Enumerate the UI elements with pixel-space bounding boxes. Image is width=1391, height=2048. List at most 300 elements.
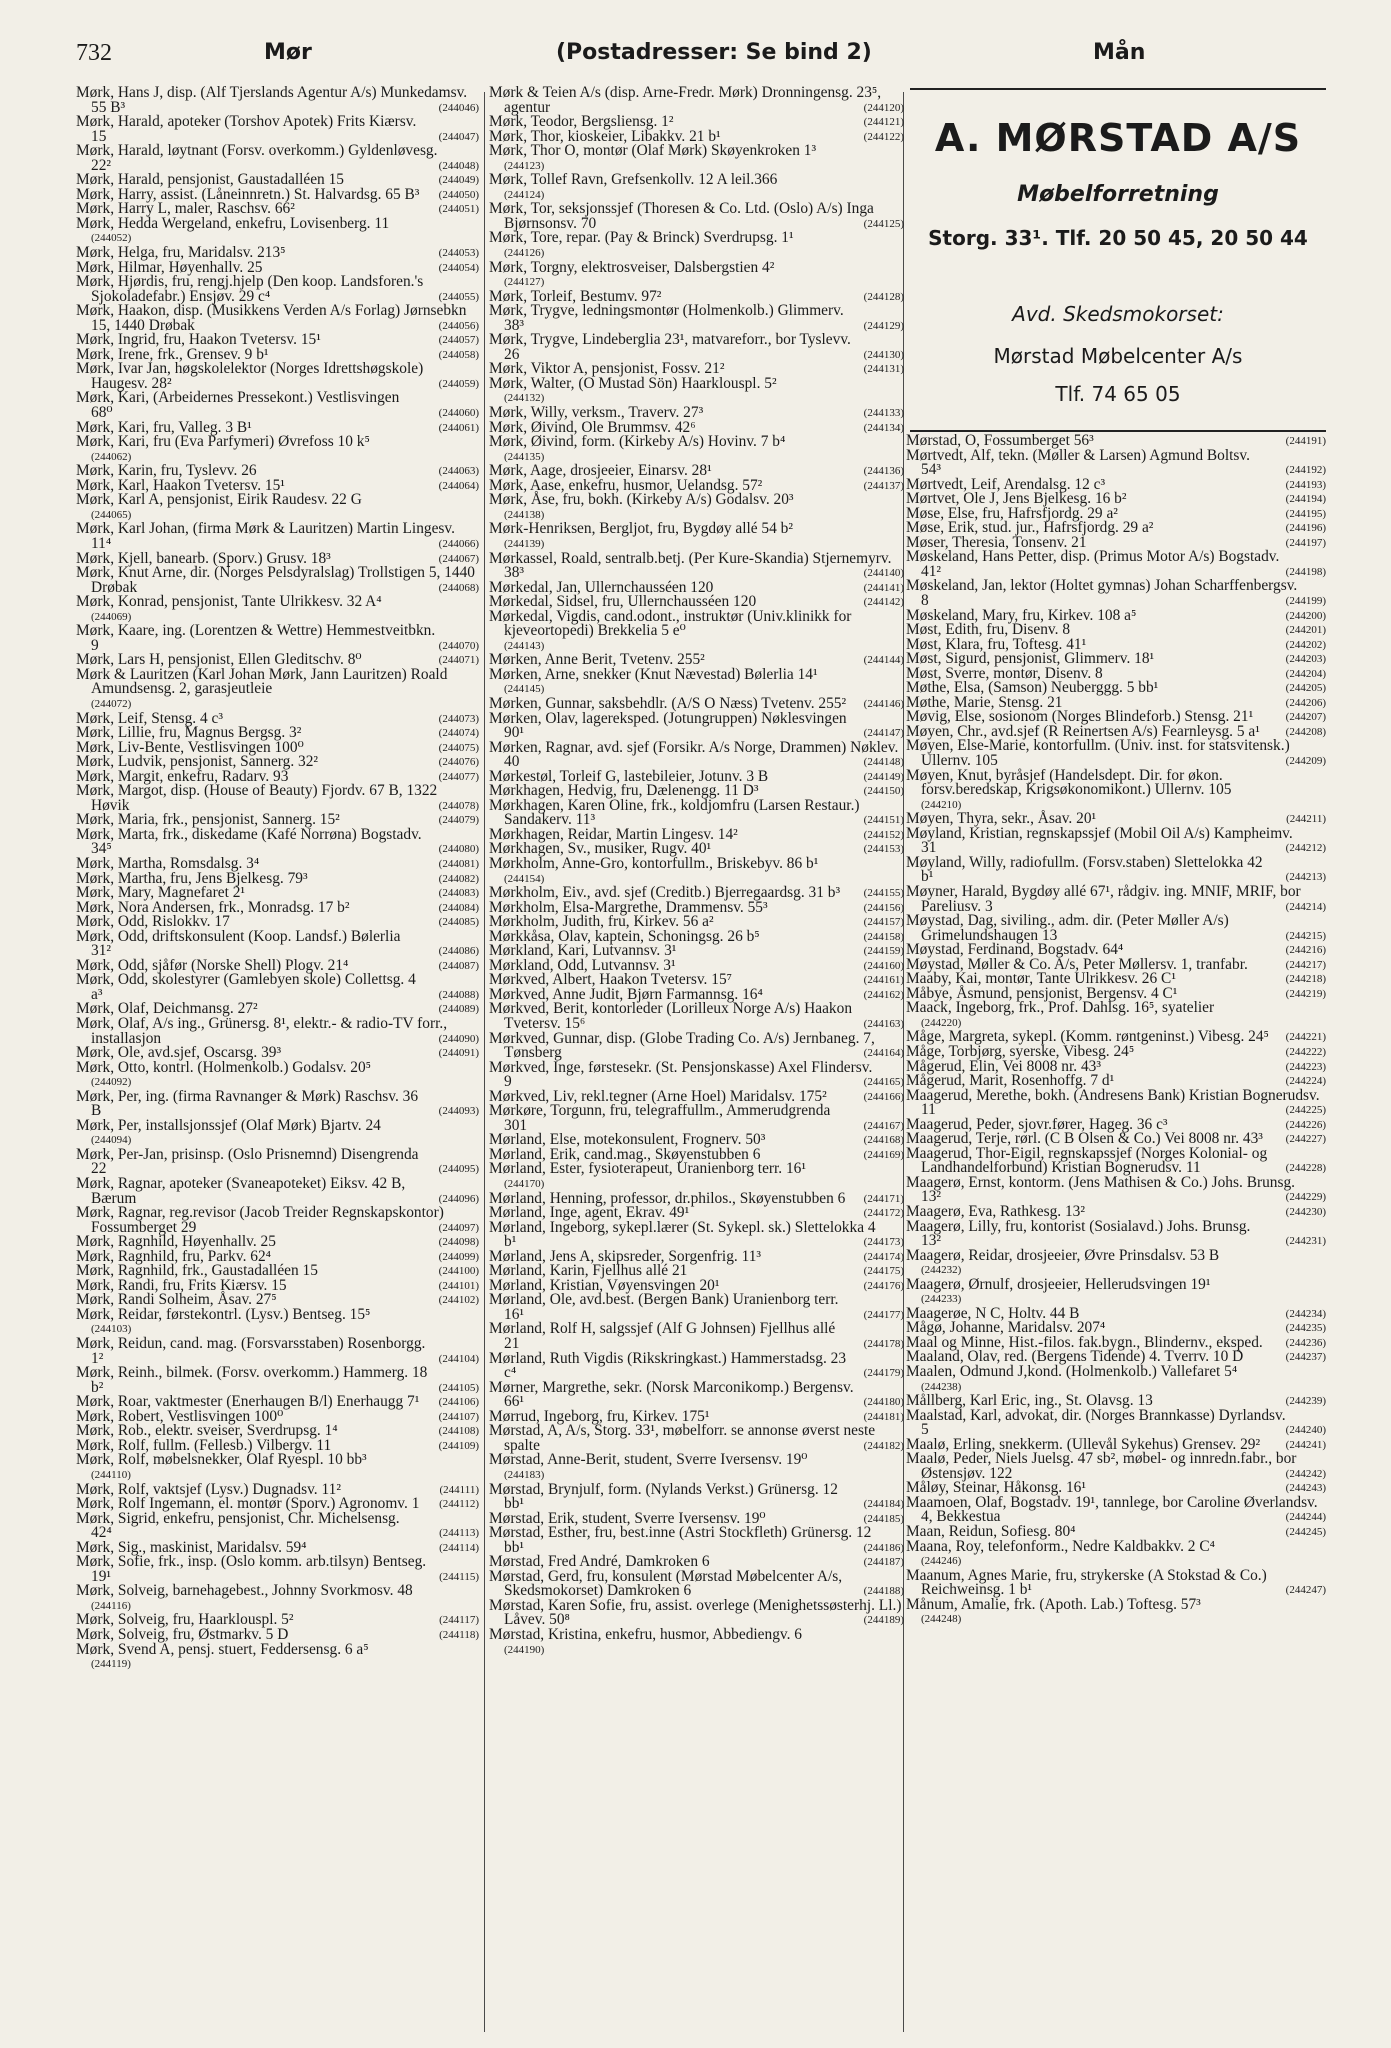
entry-text: Mørk, Knut Arne, dir. (Norges Pelsdyralslag) Trollstigen 5, 1440 Drøbak bbox=[76, 564, 476, 596]
ad-branch-company: Mørstad Møbelcenter A/s bbox=[993, 344, 1243, 368]
entry-phone: (244220) bbox=[921, 1016, 962, 1029]
entry-text: Møskeland, Hans Petter, disp. (Primus Motor A/s) Bogstadv. 41² bbox=[906, 548, 1280, 580]
entry-text: Mørk, Reinh., bilmek. (Forsv. overkomm.) Hammerg. 18 b² bbox=[76, 1364, 428, 1396]
entry-phone: (244213) bbox=[1285, 871, 1326, 884]
entry-text: Mørk, Solveig, fru, Østmarkv. 5 D bbox=[76, 1625, 289, 1643]
listing-column-1 bbox=[76, 86, 479, 1672]
entry-phone: (244148) bbox=[863, 756, 904, 769]
entry-text: Mørk, Ludvik, pensjonist, Sannerg. 32² bbox=[76, 753, 319, 771]
directory-entry bbox=[76, 1206, 479, 1235]
entry-text: Mørken, Arne, snekker (Knut Nævestad) Bølerlia 14¹ bbox=[489, 665, 818, 683]
directory-entry bbox=[906, 739, 1326, 768]
directory-entry bbox=[489, 522, 904, 551]
entry-phone: (244059) bbox=[438, 377, 479, 390]
directory-entry bbox=[906, 550, 1326, 579]
entry-phone: (244169) bbox=[863, 1148, 904, 1161]
entry-text: Mørkøre, Torgunn, fru, telegraffullm., Ammerudgrenda 301 bbox=[489, 1102, 831, 1134]
entry-phone: (244088) bbox=[438, 988, 479, 1001]
entry-text: Mørk, Hilmar, Høyenhallv. 25 bbox=[76, 258, 263, 276]
entry-phone: (244108) bbox=[438, 1425, 479, 1438]
entry-phone: (244219) bbox=[1285, 987, 1326, 1000]
entry-text: Maalen, Odmund J,kond. (Holmenkolb.) Vallefaret 5⁴ bbox=[906, 1363, 1238, 1380]
ad-branch-label: Avd. Skedsmokorset: bbox=[1012, 302, 1224, 326]
entry-text: Mørstad, Brynjulf, form. (Nylands Verkst.) Grünersg. 12 bb¹ bbox=[489, 1480, 838, 1513]
entry-text: Mørkedal, Vigdis, cand.odont., instruktør (Univ.klinikk for kjeveortopedi) Brekkelia 5 e⁰ bbox=[489, 607, 852, 640]
entry-text: Mørland, Erik, cand.mag., Skøyenstubben 6 bbox=[489, 1145, 761, 1163]
entry-text: Mørk, Irene, frk., Grensev. 9 b¹ bbox=[76, 345, 269, 363]
entry-text: Mørk, Ragnhild, Høyenhallv. 25 bbox=[76, 1233, 276, 1251]
entry-phone: (244118) bbox=[439, 1628, 479, 1641]
entry-phone: (244073) bbox=[438, 712, 479, 725]
entry-phone: (244101) bbox=[438, 1279, 479, 1292]
entry-text: Mørk, Per, installsjonssjef (Olaf Mørk) Bjartv. 24 bbox=[76, 1116, 381, 1134]
entry-text: Mørk, Martha, Romsdalsg. 3⁴ bbox=[76, 854, 260, 872]
directory-entry bbox=[76, 973, 479, 1002]
entry-phone: (244166) bbox=[863, 1090, 904, 1103]
directory-entry bbox=[76, 435, 479, 464]
entry-text: Måge, Margreta, sykepl. (Komm. røntgeninst.) Vibesg. 24⁵ bbox=[906, 1028, 1269, 1046]
entry-phone: (244112) bbox=[439, 1498, 479, 1511]
entry-phone: (244047) bbox=[438, 130, 479, 143]
directory-entry bbox=[76, 1366, 479, 1395]
entry-text: Mørk, Kaare, ing. (Lorentzen & Wettre) Hemmestveitbkn. 9 bbox=[76, 622, 436, 654]
entry-phone: (244234) bbox=[1285, 1307, 1326, 1320]
entry-text: Mørk, Ragnhild, frk., Gaustadalléen 15 bbox=[76, 1262, 318, 1280]
entry-phone: (244211) bbox=[1286, 813, 1326, 826]
entry-phone: (244171) bbox=[863, 1192, 904, 1205]
entry-phone: (244128) bbox=[863, 290, 904, 303]
directory-entry bbox=[489, 1029, 904, 1062]
entry-phone: (244053) bbox=[438, 247, 479, 260]
entry-phone: (244133) bbox=[863, 407, 904, 420]
entry-text: Mørk & Teien A/s (disp. Arne-Fredr. Mørk) Dronningensg. 23⁵, agentur bbox=[489, 86, 882, 116]
entry-text: Mørk, Rolf, fullm. (Fellesb.) Vilbergv. 11 bbox=[76, 1436, 332, 1454]
entry-phone: (244080) bbox=[438, 843, 479, 856]
entry-text: Mørk, Odd, Rislokkv. 17 bbox=[76, 913, 230, 931]
page-header bbox=[76, 40, 1326, 76]
directory-entry bbox=[489, 1349, 904, 1382]
directory-entry bbox=[906, 1275, 1326, 1307]
directory-entry bbox=[906, 1452, 1326, 1481]
entry-phone: (244189) bbox=[863, 1614, 904, 1627]
entry-text: Mørk, Konrad, pensjonist, Tante Ulrikkesv. 32 A⁴ bbox=[76, 593, 382, 611]
directory-entry bbox=[76, 275, 479, 304]
directory-entry bbox=[76, 1640, 479, 1672]
entry-phone: (244119) bbox=[91, 1658, 131, 1671]
directory-entry bbox=[489, 854, 904, 886]
entry-phone: (244066) bbox=[438, 537, 479, 550]
entry-text: Mørk, Rob., elektr. sveiser, Sverdrupsg. 1⁴ bbox=[76, 1422, 338, 1440]
entry-phone: (244071) bbox=[438, 654, 479, 667]
entry-text: Mørkland, Odd, Lutvannsv. 3¹ bbox=[489, 956, 676, 974]
entry-phone: (244120) bbox=[863, 101, 904, 114]
directory-entry bbox=[489, 665, 904, 697]
entry-text: Mørner, Margrethe, sekr. (Norsk Marconikomp.) Bergensv. 66¹ bbox=[489, 1378, 854, 1411]
entry-text: Mørk, Margit, enkefru, Radarv. 93 bbox=[76, 767, 289, 785]
entry-phone: (244181) bbox=[863, 1410, 904, 1423]
entry-phone: (244176) bbox=[863, 1279, 904, 1292]
entry-phone: (244230) bbox=[1285, 1205, 1326, 1218]
entry-phone: (244069) bbox=[91, 610, 132, 623]
entry-text: Mørstad, Gerd, fru, konsulent (Mørstad Møbelcenter A/s, Skedsmokorset) Damkroken 6 bbox=[489, 1567, 843, 1600]
entry-text: Mørland, Henning, professor, dr.philos., Skøyenstubben 6 bbox=[489, 1189, 846, 1207]
entry-phone: (244093) bbox=[438, 1105, 479, 1118]
entry-phone: (244083) bbox=[438, 887, 479, 900]
entry-phone: (244243) bbox=[1285, 1482, 1326, 1495]
entry-phone: (244055) bbox=[438, 290, 479, 303]
entry-text: Møst, Sigurd, pensjonist, Glimmerv. 18¹ bbox=[906, 650, 1155, 668]
entry-text: Mørkved, Gunnar, disp. (Globe Trading Co. A/s) Jernbaneg. 7, Tønsberg bbox=[489, 1029, 875, 1062]
entry-phone: (244054) bbox=[438, 261, 479, 274]
entry-text: Mørk-Henriksen, Bergljot, fru, Bygdøy allé 54 b² bbox=[489, 520, 793, 538]
entry-phone: (244244) bbox=[1285, 1511, 1326, 1524]
directory-entry bbox=[489, 796, 904, 829]
entry-text: Møse, Else, fru, Hafrsfjordg. 29 a² bbox=[906, 504, 1118, 522]
entry-phone: (244236) bbox=[1285, 1336, 1326, 1349]
directory-entry bbox=[489, 493, 904, 522]
directory-entry bbox=[489, 549, 904, 582]
entry-text: Maalstad, Karl, advokat, dir. (Norges Brannkasse) Dyrlandsv. 5 bbox=[906, 1406, 1286, 1439]
entry-text: Maagerø, Reidar, drosjeeier, Øvre Prinsdalsv. 53 B bbox=[906, 1246, 1220, 1264]
entry-text: Mørkedal, Jan, Ullernchausséen 120 bbox=[489, 578, 714, 596]
entry-text: Mørkholm, Anne-Gro, kontorfullm., Briskebyv. 86 b¹ bbox=[489, 854, 819, 872]
entry-text: Mågerud, Marit, Rosenhoffg. 7 d¹ bbox=[906, 1072, 1115, 1090]
entry-phone: (244081) bbox=[438, 857, 479, 870]
entry-text: Mørkved, Inge, førstesekr. (St. Pensjonskasse) Axel Flindersv. 9 bbox=[489, 1058, 873, 1091]
entry-phone: (244205) bbox=[1285, 682, 1326, 695]
entry-phone: (244183) bbox=[504, 1468, 545, 1481]
entry-text: Mørk, Trygve, ledningsmontør (Holmenkolb.) Glimmerv. 38³ bbox=[489, 302, 844, 334]
directory-entry bbox=[76, 493, 479, 522]
entry-phone: (244116) bbox=[91, 1599, 131, 1612]
entry-phone: (244188) bbox=[863, 1585, 904, 1598]
entry-text: Mørk, Helga, fru, Maridalsv. 213⁵ bbox=[76, 244, 286, 262]
entry-phone: (244048) bbox=[438, 159, 479, 172]
entry-text: Mørstad, A, A/s, Storg. 33¹, møbelforr. se annonse øverst neste spalte bbox=[489, 1422, 876, 1454]
entry-phone: (244146) bbox=[863, 697, 904, 710]
entry-text: Mørken, Ragnar, avd. sjef (Forsikr. A/s Norge, Drammen) Nøklev. 40 bbox=[489, 738, 899, 771]
entry-text: Mørk, Otto, kontrl. (Holmenkolb.) Godalsv. 20⁵ bbox=[76, 1058, 372, 1076]
entry-phone: (244163) bbox=[863, 1018, 904, 1030]
entry-phone: (244202) bbox=[1285, 638, 1326, 651]
entry-text: Mørk, Åse, fru, bokh. (Kirkeby A/s) Godalsv. 20³ bbox=[489, 491, 794, 509]
entry-text: Mørkhagen, Hedvig, fru, Dælenengg. 11 D³ bbox=[489, 782, 759, 800]
entry-phone: (244142) bbox=[863, 596, 904, 609]
entry-phone: (244154) bbox=[504, 872, 545, 885]
entry-phone: (244106) bbox=[438, 1396, 479, 1409]
entry-phone: (244158) bbox=[863, 930, 904, 943]
directory-entry bbox=[906, 1365, 1326, 1394]
entry-text: Mørk, Marta, frk., diskedame (Kafé Norrøna) Bogstadv. 34⁵ bbox=[76, 825, 422, 858]
entry-phone: (244049) bbox=[438, 174, 479, 187]
entry-phone: (244125) bbox=[863, 217, 904, 230]
directory-entry bbox=[489, 144, 904, 173]
entry-phone: (244089) bbox=[438, 1003, 479, 1016]
directory-entry bbox=[489, 231, 904, 260]
entry-phone: (244060) bbox=[438, 407, 479, 420]
entry-text: Mørk, Solveig, barnehagebest., Johnny Svorkmosv. 48 bbox=[76, 1582, 413, 1600]
directory-entry bbox=[489, 1002, 904, 1031]
entry-phone: (244224) bbox=[1285, 1075, 1326, 1088]
directory-entry bbox=[906, 914, 1326, 943]
entry-phone: (244087) bbox=[438, 959, 479, 972]
entry-text: Mørk, Martha, fru, Jens Bjelkesg. 79³ bbox=[76, 869, 308, 887]
entry-text: Møyner, Harald, Bygdøy allé 67¹, rådgiv. ing. MNIF, MRIF, bor Pareliusv. 3 bbox=[906, 882, 1301, 915]
entry-text: Mørk, Kari, fru, Valleg. 3 B¹ bbox=[76, 418, 252, 436]
entry-text: Mørland, Karin, Fjellhus allé 21 bbox=[489, 1262, 688, 1280]
listing-column-2 bbox=[489, 86, 904, 1657]
entry-text: Maaby, Kai, montør, Tante Ulrikkesv. 26 C¹ bbox=[906, 970, 1176, 988]
directory-entry bbox=[76, 214, 479, 246]
entry-text: Mørtvet, Ole J, Jens Bjelkesg. 16 b² bbox=[906, 490, 1127, 508]
entry-text: Mørk, Willy, verksm., Traverv. 27³ bbox=[489, 404, 704, 422]
entry-text: Møyen, Chr., avd.sjef (R Reinertsen A/s) Fearnleysg. 5 a¹ bbox=[906, 722, 1260, 740]
entry-text: Mørk, Tor, seksjonssjef (Thoresen & Co. Ltd. (Oslo) A/s) Inga Bjørnsonsv. 70 bbox=[489, 200, 874, 232]
entry-phone: (244107) bbox=[438, 1410, 479, 1423]
entry-text: Maagerøe, N C, Holtv. 44 B bbox=[906, 1304, 1080, 1322]
directory-entry bbox=[906, 1566, 1326, 1599]
entry-text: Mørk, Per, ing. (firma Ravnanger & Mørk) Raschsv. 36 B bbox=[76, 1087, 419, 1120]
entry-text: Mørken, Olav, lagereksped. (Jotungruppen) Nøklesvingen 90¹ bbox=[489, 709, 847, 742]
entry-phone: (244090) bbox=[438, 1032, 479, 1045]
entry-phone: (244240) bbox=[1285, 1424, 1326, 1437]
entry-text: Mørk, Rolf, møbelsnekker, Olaf Ryespl. 10 bb³ bbox=[76, 1451, 367, 1469]
entry-phone: (244144) bbox=[863, 654, 904, 667]
entry-text: Mørkhagen, Sv., musiker, Rugv. 40¹ bbox=[489, 840, 712, 858]
directory-entry bbox=[906, 1144, 1326, 1177]
entry-text: Mørk, Rolf Ingemann, el. montør (Sporv.) Agronomv. 1 bbox=[76, 1495, 420, 1513]
entry-text: Mørk, Svend A, pensj. stuert, Feddersensg. 6 a⁵ bbox=[76, 1640, 369, 1658]
entry-phone: (244117) bbox=[439, 1614, 479, 1627]
entry-text: Mørstad, Erik, student, Sverre Iversensv. 19⁰ bbox=[489, 1509, 766, 1527]
entry-text: Mørk, Olaf, Deichmansg. 27² bbox=[76, 1000, 258, 1018]
directory-entry bbox=[489, 607, 904, 654]
entry-phone: (244162) bbox=[863, 988, 904, 1001]
directory-entry bbox=[906, 1595, 1326, 1627]
entry-phone: (244170) bbox=[504, 1178, 545, 1191]
page-number: 732 bbox=[76, 40, 112, 66]
entry-phone: (244082) bbox=[438, 872, 479, 885]
entry-phone: (244139) bbox=[504, 537, 545, 550]
entry-phone: (244111) bbox=[439, 1483, 479, 1496]
entry-phone: (244072) bbox=[91, 697, 132, 710]
entry-text: Maagerud, Peder, sjovr.fører, Hageg. 36 c³ bbox=[906, 1115, 1168, 1133]
directory-entry bbox=[489, 1480, 904, 1513]
entry-text: Mørk, Robert, Vestlisvingen 100⁰ bbox=[76, 1407, 284, 1425]
directory-entry bbox=[489, 1424, 904, 1453]
entry-phone: (244063) bbox=[438, 465, 479, 478]
header-center-note: (Postadresser: Se bind 2) bbox=[556, 40, 872, 65]
entry-text: Møystad, Ferdinand, Bogstadv. 64⁴ bbox=[906, 941, 1124, 959]
entry-text: Mørk, Kari, (Arbeidernes Pressekont.) Vestlisvingen 68⁰ bbox=[76, 389, 400, 422]
entry-phone: (244075) bbox=[438, 741, 479, 754]
entry-text: Mørland, Jens A, skipsreder, Sorgenfrig. 11³ bbox=[489, 1247, 762, 1265]
entry-text: Mørstad, Anne-Berit, student, Sverre Iversensv. 19⁰ bbox=[489, 1451, 808, 1469]
entry-phone: (244206) bbox=[1285, 696, 1326, 709]
entry-phone: (244165) bbox=[863, 1076, 904, 1089]
entry-text: Møyland, Kristian, regnskapssjef (Mobil Oil A/s) Kampheimv. 31 bbox=[906, 824, 1293, 857]
entry-phone: (244238) bbox=[921, 1380, 962, 1393]
entry-text: Mørken, Gunnar, saksbehdlr. (A/S O Næss) Tvetenv. 255² bbox=[489, 694, 847, 712]
entry-text: Mørland, Ester, fysioterapeut, Uranienborg terr. 16¹ bbox=[489, 1160, 806, 1178]
entry-phone: (244099) bbox=[438, 1250, 479, 1263]
entry-phone: (244208) bbox=[1285, 725, 1326, 738]
directory-entry bbox=[489, 173, 904, 202]
entry-text: Mørk, Hjørdis, fru, rengj.hjelp (Den koop. Landsforen.'s Sjokoladefabr.) Ensjøv. 29 c⁴ bbox=[76, 273, 424, 305]
entry-phone: (244105) bbox=[438, 1381, 479, 1394]
entry-phone: (244157) bbox=[863, 916, 904, 929]
directory-entry bbox=[76, 86, 479, 115]
entry-phone: (244056) bbox=[438, 319, 479, 332]
entry-text: Møthe, Elsa, (Samson) Neuberggg. 5 bb¹ bbox=[906, 679, 1159, 697]
entry-text: Maagerø, Ernst, kontorm. (Jens Mathisen & Co.) Johs. Brunsg. 13² bbox=[906, 1173, 1296, 1206]
entry-phone: (244103) bbox=[91, 1323, 132, 1336]
entry-phone: (244136) bbox=[863, 465, 904, 478]
entry-text: Mørstad, Esther, fru, best.inne (Astri Stockfleth) Grünersg. 12 bb¹ bbox=[489, 1524, 872, 1556]
entry-phone: (244194) bbox=[1285, 493, 1326, 506]
entry-phone: (244153) bbox=[863, 843, 904, 856]
column-divider bbox=[484, 92, 485, 2032]
entry-text: Mørk, Odd, skolestyrer (Gamlebyen skole) Collettsg. 4 a³ bbox=[76, 971, 416, 1003]
entry-text: Månum, Amalie, frk. (Apoth. Lab.) Toftesg. 57³ bbox=[906, 1595, 1201, 1613]
directory-entry bbox=[76, 927, 479, 960]
entry-phone: (244191) bbox=[1285, 435, 1326, 447]
entry-phone: (244210) bbox=[921, 798, 962, 811]
entry-text: Mørk, Viktor A, pensjonist, Fossv. 21² bbox=[489, 360, 725, 378]
entry-text: Mørk, Randi Solheim, Åsav. 27⁵ bbox=[76, 1291, 277, 1309]
directory-entry bbox=[906, 1246, 1326, 1278]
entry-phone: (244160) bbox=[863, 959, 904, 972]
directory-entry bbox=[906, 1493, 1326, 1526]
entry-phone: (244079) bbox=[438, 814, 479, 827]
entry-text: Maanum, Agnes Marie, fru, strykerske (A Stokstad & Co.) Reichweinsg. 1 b¹ bbox=[906, 1566, 1267, 1599]
entry-phone: (244094) bbox=[91, 1134, 132, 1147]
entry-phone: (244187) bbox=[863, 1556, 904, 1569]
entry-phone: (244186) bbox=[863, 1541, 904, 1554]
entry-text: Mørkholm, Eiv., avd. sjef (Creditb.) Bjerregaardsg. 31 b³ bbox=[489, 884, 841, 902]
entry-text: Mørk, Karl A, pensjonist, Eirik Raudesv. 22 G bbox=[76, 491, 362, 509]
ad-subtitle: Møbelforretning bbox=[1017, 182, 1219, 207]
entry-text: Mørk, Harald, apoteker (Torshov Apotek) Frits Kiærsv. 15 bbox=[76, 113, 417, 145]
entry-phone: (244173) bbox=[863, 1236, 904, 1249]
entry-text: Møyen, Knut, byråsjef (Handelsdept. Dir. for økon. forsv.beredskap, Krigsøkonomikont.) Ullernv. 105 bbox=[906, 766, 1232, 799]
entry-phone: (244229) bbox=[1285, 1191, 1326, 1204]
entry-phone: (244123) bbox=[504, 159, 545, 172]
entry-phone: (244155) bbox=[863, 887, 904, 900]
entry-phone: (244064) bbox=[438, 479, 479, 492]
entry-phone: (244221) bbox=[1285, 1031, 1326, 1044]
entry-phone: (244159) bbox=[863, 945, 904, 958]
entry-text: Mørk, Ragnar, apoteker (Svaneapoteket) Eiksv. 42 B, Bærum bbox=[76, 1175, 406, 1207]
entry-phone: (244143) bbox=[504, 639, 545, 652]
entry-text: Mørk, Karl, Haakon Tvetersv. 15¹ bbox=[76, 476, 285, 494]
entry-text: Mørk, Nora Andersen, frk., Monradsg. 17 b² bbox=[76, 898, 350, 916]
entry-text: Mørk, Per-Jan, prisinsp. (Oslo Prisnemnd) Disengrenda 22 bbox=[76, 1145, 419, 1178]
entry-phone: (244068) bbox=[438, 581, 479, 594]
entry-phone: (244140) bbox=[863, 567, 904, 580]
entry-text: Mørkhagen, Karen Oline, frk., koldjomfru (Larsen Restaur.) Sandakerv. 11³ bbox=[489, 796, 860, 829]
directory-entry bbox=[906, 1173, 1326, 1206]
entry-text: Mørk, Lars H, pensjonist, Ellen Gleditschv. 8⁰ bbox=[76, 651, 362, 669]
directory-entry bbox=[906, 1406, 1326, 1439]
entry-text: Maal og Minne, Hist.-filos. fak.bygn., Blindernv., eksped. bbox=[906, 1333, 1263, 1351]
directory-entry bbox=[489, 1596, 904, 1629]
directory-entry bbox=[489, 1625, 904, 1657]
directory-entry bbox=[76, 304, 479, 333]
entry-text: Maagerud, Terje, rørl. (C B Olsen & Co.) Vei 8008 nr. 43³ bbox=[906, 1130, 1263, 1148]
entry-phone: (244248) bbox=[921, 1613, 962, 1626]
entry-text: Mørk, Thor, kioskeier, Libakkv. 21 b¹ bbox=[489, 127, 721, 145]
entry-phone: (244050) bbox=[438, 188, 479, 201]
entry-phone: (244145) bbox=[504, 683, 545, 696]
entry-phone: (244062) bbox=[91, 450, 132, 463]
entry-phone: (244195) bbox=[1285, 507, 1326, 520]
entry-phone: (244102) bbox=[438, 1294, 479, 1307]
entry-text: Mørkhagen, Reidar, Martin Lingesv. 14² bbox=[489, 825, 738, 843]
entry-text: Mørkestøl, Torleif G, lastebileier, Jotunv. 3 B bbox=[489, 767, 769, 785]
entry-phone: (244246) bbox=[921, 1555, 962, 1568]
entry-phone: (244241) bbox=[1285, 1438, 1326, 1451]
entry-phone: (244226) bbox=[1285, 1118, 1326, 1131]
entry-text: Mørkedal, Sidsel, fru, Ullernchausséen 120 bbox=[489, 593, 757, 611]
entry-text: Maana, Roy, telefonform., Nedre Kaldbakkv. 2 C⁴ bbox=[906, 1537, 1215, 1555]
entry-phone: (244135) bbox=[504, 450, 545, 463]
directory-entry bbox=[489, 304, 904, 333]
entry-phone: (244197) bbox=[1285, 536, 1326, 549]
entry-text: Mørkkåsa, Olav, kaptein, Schoningsg. 26 b⁵ bbox=[489, 927, 760, 945]
entry-phone: (244074) bbox=[438, 727, 479, 740]
entry-text: Mørrud, Ingeborg, fru, Kirkev. 175¹ bbox=[489, 1407, 710, 1425]
entry-phone: (244161) bbox=[863, 974, 904, 987]
directory-entry bbox=[489, 374, 904, 406]
entry-text: Mørland, Kristian, Vøyensvingen 20¹ bbox=[489, 1276, 720, 1294]
entry-text: Maalø, Peder, Niels Juelsg. 47 sb², møbel- og innredn.fabr., bor Østensjøv. 122 bbox=[906, 1450, 1297, 1482]
entry-text: Mørk, Ingrid, fru, Haakon Tvetersv. 15¹ bbox=[76, 331, 321, 349]
entry-phone: (244212) bbox=[1285, 842, 1326, 855]
directory-entry bbox=[489, 1162, 904, 1191]
entry-text: Møskeland, Jan, lektor (Holtet gymnas) Johan Scharffenbergsv. 8 bbox=[906, 577, 1298, 610]
directory-entry bbox=[489, 709, 904, 742]
directory-entry bbox=[76, 1555, 479, 1584]
entry-text: Mørk, Sigrid, enkefru, pensjonist, Chr. Michelsensg. 42⁴ bbox=[76, 1509, 400, 1542]
entry-text: Mørk, Harry, assist. (Låneinnretn.) St. Halvardsg. 65 B³ bbox=[76, 185, 420, 203]
entry-text: Mørk, Karl Johan, (firma Mørk & Lauritzen) Martin Lingesv. 11⁴ bbox=[76, 520, 455, 552]
entry-phone: (244175) bbox=[863, 1265, 904, 1278]
entry-text: Møyen, Else-Marie, kontorfullm. (Univ. inst. for statsvitensk.) Ullernv. 105 bbox=[906, 737, 1290, 770]
entry-phone: (244182) bbox=[863, 1439, 904, 1452]
entry-text: Mørk, Mary, Magnefaret 2¹ bbox=[76, 884, 246, 902]
entry-text: Møvig, Else, sosionom (Norges Blindeforb.) Stensg. 21¹ bbox=[906, 708, 1254, 726]
entry-text: Mørland, Ingeborg, sykepl.lærer (St. Sykepl. sk.) Slettelokka 4 b¹ bbox=[489, 1218, 876, 1251]
entry-text: Møser, Theresia, Tonsenv. 21 bbox=[906, 533, 1087, 551]
entry-text: Mørk, Harry L, maler, Raschsv. 66² bbox=[76, 200, 295, 218]
directory-entry bbox=[76, 784, 479, 813]
entry-phone: (244167) bbox=[863, 1119, 904, 1132]
entry-text: Mørkved, Anne Judit, Bjørn Farmannsg. 16⁴ bbox=[489, 985, 763, 1003]
entry-text: Mørk, Solveig, fru, Haarklouspl. 5² bbox=[76, 1611, 294, 1629]
entry-text: Mørk, Torleif, Bestumv. 97² bbox=[489, 287, 662, 305]
entry-text: Mørk, Harald, løytnant (Forsv. overkomm.) Gyldenløvesg. 22² bbox=[76, 142, 438, 174]
directory-entry bbox=[489, 1104, 904, 1133]
entry-phone: (244085) bbox=[438, 916, 479, 929]
ad-title: A. MØRSTAD A/S bbox=[934, 116, 1302, 160]
entry-phone: (244227) bbox=[1285, 1133, 1326, 1146]
entry-text: Møse, Erik, stud. jur., Hafrsfjordg. 29 a² bbox=[906, 519, 1154, 537]
entry-phone: (244147) bbox=[863, 727, 904, 740]
entry-text: Mørk, Karin, fru, Tyslevv. 26 bbox=[76, 462, 257, 480]
entry-text: Mørstad, Kristina, enkefru, husmor, Abbediengv. 6 bbox=[489, 1625, 802, 1643]
entry-text: Mørk, Liv-Bente, Vestlisvingen 100⁰ bbox=[76, 738, 304, 756]
